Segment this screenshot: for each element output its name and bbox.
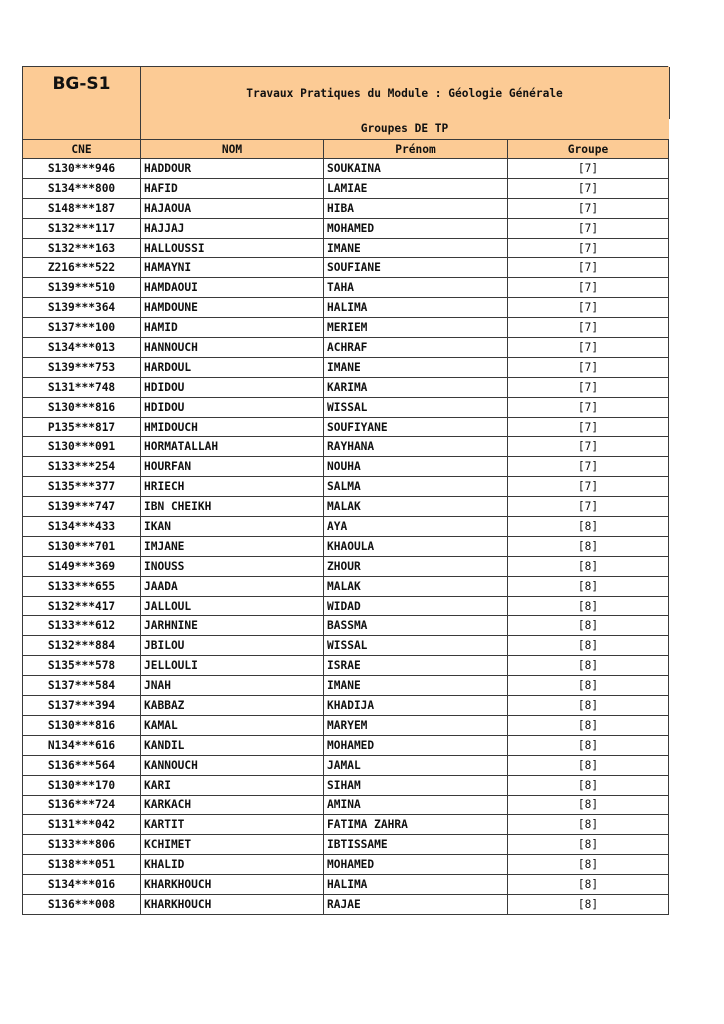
title-row bbox=[23, 67, 669, 140]
nom-cell: JALLOUL bbox=[141, 596, 324, 616]
groupe-cell: [7] bbox=[508, 178, 669, 198]
prenom-cell: KARIMA bbox=[324, 377, 508, 397]
table-row bbox=[23, 556, 669, 576]
prenom-cell: FATIMA ZAHRA bbox=[324, 815, 508, 835]
cne-cell: S136***724 bbox=[23, 795, 141, 815]
prenom-cell: MOHAMED bbox=[324, 855, 508, 875]
cne-cell: S139***510 bbox=[23, 278, 141, 298]
nom-cell: INOUSS bbox=[141, 556, 324, 576]
table-row bbox=[23, 696, 669, 716]
table-row bbox=[23, 835, 669, 855]
table-row bbox=[23, 596, 669, 616]
prenom-cell: SIHAM bbox=[324, 775, 508, 795]
cne-cell: S131***748 bbox=[23, 377, 141, 397]
nom-cell: KHARKHOUCH bbox=[141, 894, 324, 914]
prenom-cell: RAYHANA bbox=[324, 437, 508, 457]
groupe-cell: [7] bbox=[508, 477, 669, 497]
table-row bbox=[23, 517, 669, 537]
table-row bbox=[23, 338, 669, 358]
cne-cell: S148***187 bbox=[23, 198, 141, 218]
nom-cell: JELLOULI bbox=[141, 656, 324, 676]
prenom-cell: MERIEM bbox=[324, 318, 508, 338]
prenom-cell: SOUFIYANE bbox=[324, 417, 508, 437]
prenom-cell: MALAK bbox=[324, 497, 508, 517]
groupe-cell: [7] bbox=[508, 397, 669, 417]
section-code: BG-S1 bbox=[23, 67, 141, 140]
table-row bbox=[23, 477, 669, 497]
nom-cell: IBN CHEIKH bbox=[141, 497, 324, 517]
nom-cell: HORMATALLAH bbox=[141, 437, 324, 457]
nom-cell: HAMAYNI bbox=[141, 258, 324, 278]
prenom-cell: RAJAE bbox=[324, 894, 508, 914]
prenom-cell: AMINA bbox=[324, 795, 508, 815]
groupe-cell: [7] bbox=[508, 198, 669, 218]
prenom-cell: JAMAL bbox=[324, 755, 508, 775]
prenom-cell: SALMA bbox=[324, 477, 508, 497]
cne-cell: S130***816 bbox=[23, 397, 141, 417]
groupe-cell: [7] bbox=[508, 159, 669, 179]
nom-cell: JNAH bbox=[141, 676, 324, 696]
cne-cell: S134***016 bbox=[23, 875, 141, 895]
table-row bbox=[23, 258, 669, 278]
groupe-cell: [8] bbox=[508, 755, 669, 775]
prenom-cell: IMANE bbox=[324, 357, 508, 377]
cne-cell: S130***170 bbox=[23, 775, 141, 795]
prenom-cell: TAHA bbox=[324, 278, 508, 298]
nom-cell: KARKACH bbox=[141, 795, 324, 815]
table-row bbox=[23, 397, 669, 417]
table-row bbox=[23, 775, 669, 795]
cne-cell: S137***100 bbox=[23, 318, 141, 338]
prenom-cell: SOUFIANE bbox=[324, 258, 508, 278]
nom-cell: KCHIMET bbox=[141, 835, 324, 855]
table-row bbox=[23, 855, 669, 875]
nom-cell: HAJAOUA bbox=[141, 198, 324, 218]
nom-cell: KHARKHOUCH bbox=[141, 875, 324, 895]
groupe-cell: [8] bbox=[508, 795, 669, 815]
group-list-sheet bbox=[22, 66, 668, 915]
nom-cell: KAMAL bbox=[141, 715, 324, 735]
nom-cell: HAFID bbox=[141, 178, 324, 198]
table-row bbox=[23, 457, 669, 477]
groupe-cell: [7] bbox=[508, 258, 669, 278]
nom-cell: HAMDAOUI bbox=[141, 278, 324, 298]
groupe-cell: [7] bbox=[508, 218, 669, 238]
groupe-cell: [8] bbox=[508, 656, 669, 676]
nom-cell: KHALID bbox=[141, 855, 324, 875]
cne-cell: P135***817 bbox=[23, 417, 141, 437]
prenom-cell: HALIMA bbox=[324, 298, 508, 318]
table-row bbox=[23, 715, 669, 735]
nom-cell: HAMID bbox=[141, 318, 324, 338]
prenom-cell: WIDAD bbox=[324, 596, 508, 616]
groupe-cell: [7] bbox=[508, 497, 669, 517]
groupe-cell: [7] bbox=[508, 318, 669, 338]
cne-cell: S137***394 bbox=[23, 696, 141, 716]
column-header-row bbox=[23, 140, 669, 159]
table-row bbox=[23, 795, 669, 815]
prenom-cell: HALIMA bbox=[324, 875, 508, 895]
table-row bbox=[23, 656, 669, 676]
cne-cell: S130***091 bbox=[23, 437, 141, 457]
table-row bbox=[23, 218, 669, 238]
nom-cell: KABBAZ bbox=[141, 696, 324, 716]
cne-cell: S136***008 bbox=[23, 894, 141, 914]
prenom-cell: IMANE bbox=[324, 676, 508, 696]
cne-cell: S134***433 bbox=[23, 517, 141, 537]
cne-cell: S135***578 bbox=[23, 656, 141, 676]
table-row bbox=[23, 735, 669, 755]
groups-subtitle: Groupes DE TP bbox=[360, 122, 449, 135]
prenom-cell: AYA bbox=[324, 517, 508, 537]
nom-cell: HRIECH bbox=[141, 477, 324, 497]
table-row bbox=[23, 298, 669, 318]
groupe-cell: [8] bbox=[508, 696, 669, 716]
table-row bbox=[23, 417, 669, 437]
cne-cell: S136***564 bbox=[23, 755, 141, 775]
groupe-cell: [8] bbox=[508, 875, 669, 895]
nom-cell: HOURFAN bbox=[141, 457, 324, 477]
prenom-cell: LAMIAE bbox=[324, 178, 508, 198]
prenom-cell: BASSMA bbox=[324, 616, 508, 636]
nom-cell: KANNOUCH bbox=[141, 755, 324, 775]
cne-cell: S135***377 bbox=[23, 477, 141, 497]
groupe-cell: [8] bbox=[508, 556, 669, 576]
nom-cell: KARI bbox=[141, 775, 324, 795]
groupe-cell: [8] bbox=[508, 517, 669, 537]
cne-cell: S134***013 bbox=[23, 338, 141, 358]
cne-cell: S132***117 bbox=[23, 218, 141, 238]
cne-cell: S139***747 bbox=[23, 497, 141, 517]
cne-cell: S130***946 bbox=[23, 159, 141, 179]
nom-cell: HDIDOU bbox=[141, 377, 324, 397]
table-row bbox=[23, 278, 669, 298]
groupe-cell: [7] bbox=[508, 338, 669, 358]
groupe-cell: [8] bbox=[508, 576, 669, 596]
prenom-cell: ISRAE bbox=[324, 656, 508, 676]
groupe-cell: [7] bbox=[508, 457, 669, 477]
prenom-cell: SOUKAINA bbox=[324, 159, 508, 179]
nom-cell: IKAN bbox=[141, 517, 324, 537]
table-row bbox=[23, 178, 669, 198]
cne-cell: S138***051 bbox=[23, 855, 141, 875]
groupe-cell: [8] bbox=[508, 715, 669, 735]
nom-cell: JBILOU bbox=[141, 636, 324, 656]
cne-cell: S133***254 bbox=[23, 457, 141, 477]
cne-cell: S149***369 bbox=[23, 556, 141, 576]
groupe-cell: [8] bbox=[508, 815, 669, 835]
groupe-cell: [8] bbox=[508, 835, 669, 855]
cne-cell: N134***616 bbox=[23, 735, 141, 755]
table-row bbox=[23, 894, 669, 914]
nom-cell: HANNOUCH bbox=[141, 338, 324, 358]
nom-cell: JAADA bbox=[141, 576, 324, 596]
nom-cell: HARDOUL bbox=[141, 357, 324, 377]
table-row bbox=[23, 755, 669, 775]
prenom-cell: IBTISSAME bbox=[324, 835, 508, 855]
groupe-cell: [8] bbox=[508, 894, 669, 914]
groupe-cell: [8] bbox=[508, 536, 669, 556]
groupe-cell: [7] bbox=[508, 298, 669, 318]
table-row bbox=[23, 616, 669, 636]
table-row bbox=[23, 636, 669, 656]
table-row bbox=[23, 437, 669, 457]
cne-cell: S133***612 bbox=[23, 616, 141, 636]
prenom-cell: KHADIJA bbox=[324, 696, 508, 716]
nom-cell: KARTIT bbox=[141, 815, 324, 835]
groupe-cell: [7] bbox=[508, 238, 669, 258]
table-row bbox=[23, 576, 669, 596]
cne-cell: S133***655 bbox=[23, 576, 141, 596]
prenom-cell: ACHRAF bbox=[324, 338, 508, 358]
prenom-cell: IMANE bbox=[324, 238, 508, 258]
table-row bbox=[23, 238, 669, 258]
cne-cell: S139***753 bbox=[23, 357, 141, 377]
nom-cell: JARHNINE bbox=[141, 616, 324, 636]
table-row bbox=[23, 815, 669, 835]
nom-cell: HALLOUSSI bbox=[141, 238, 324, 258]
column-header-nom: NOM bbox=[141, 140, 324, 159]
table-row bbox=[23, 536, 669, 556]
cne-cell: S131***042 bbox=[23, 815, 141, 835]
cne-cell: S134***800 bbox=[23, 178, 141, 198]
nom-cell: KANDIL bbox=[141, 735, 324, 755]
cne-cell: S132***163 bbox=[23, 238, 141, 258]
module-title: Travaux Pratiques du Module : Géologie Générale bbox=[246, 87, 563, 100]
groupe-cell: [8] bbox=[508, 596, 669, 616]
prenom-cell: WISSAL bbox=[324, 397, 508, 417]
groupe-cell: [7] bbox=[508, 278, 669, 298]
students-table bbox=[22, 66, 669, 915]
cne-cell: S133***806 bbox=[23, 835, 141, 855]
column-header-prenom: Prénom bbox=[324, 140, 508, 159]
prenom-cell: HIBA bbox=[324, 198, 508, 218]
prenom-cell: MALAK bbox=[324, 576, 508, 596]
table-row bbox=[23, 357, 669, 377]
cne-cell: S132***417 bbox=[23, 596, 141, 616]
groupe-cell: [7] bbox=[508, 437, 669, 457]
title-block bbox=[141, 67, 669, 140]
groupe-cell: [8] bbox=[508, 676, 669, 696]
table-row bbox=[23, 875, 669, 895]
prenom-cell: ZHOUR bbox=[324, 556, 508, 576]
prenom-cell: MARYEM bbox=[324, 715, 508, 735]
prenom-cell: NOUHA bbox=[324, 457, 508, 477]
cne-cell: S137***584 bbox=[23, 676, 141, 696]
table-row bbox=[23, 318, 669, 338]
groupe-cell: [8] bbox=[508, 636, 669, 656]
groupe-cell: [7] bbox=[508, 357, 669, 377]
cne-cell: Z216***522 bbox=[23, 258, 141, 278]
table-row bbox=[23, 198, 669, 218]
prenom-cell: KHAOULA bbox=[324, 536, 508, 556]
prenom-cell: MOHAMED bbox=[324, 218, 508, 238]
groupe-cell: [8] bbox=[508, 616, 669, 636]
prenom-cell: WISSAL bbox=[324, 636, 508, 656]
cne-cell: S139***364 bbox=[23, 298, 141, 318]
prenom-cell: MOHAMED bbox=[324, 735, 508, 755]
table-row bbox=[23, 377, 669, 397]
nom-cell: IMJANE bbox=[141, 536, 324, 556]
nom-cell: HAMDOUNE bbox=[141, 298, 324, 318]
groupe-cell: [8] bbox=[508, 775, 669, 795]
table-row bbox=[23, 159, 669, 179]
title-border-fragment bbox=[669, 67, 670, 119]
cne-cell: S130***701 bbox=[23, 536, 141, 556]
column-header-groupe: Groupe bbox=[508, 140, 669, 159]
nom-cell: HAJJAJ bbox=[141, 218, 324, 238]
cne-cell: S132***884 bbox=[23, 636, 141, 656]
groupe-cell: [7] bbox=[508, 377, 669, 397]
groupe-cell: [7] bbox=[508, 417, 669, 437]
table-row bbox=[23, 497, 669, 517]
table-row bbox=[23, 676, 669, 696]
nom-cell: HMIDOUCH bbox=[141, 417, 324, 437]
nom-cell: HADDOUR bbox=[141, 159, 324, 179]
groupe-cell: [8] bbox=[508, 855, 669, 875]
column-header-cne: CNE bbox=[23, 140, 141, 159]
groupe-cell: [8] bbox=[508, 735, 669, 755]
cne-cell: S130***816 bbox=[23, 715, 141, 735]
nom-cell: HDIDOU bbox=[141, 397, 324, 417]
